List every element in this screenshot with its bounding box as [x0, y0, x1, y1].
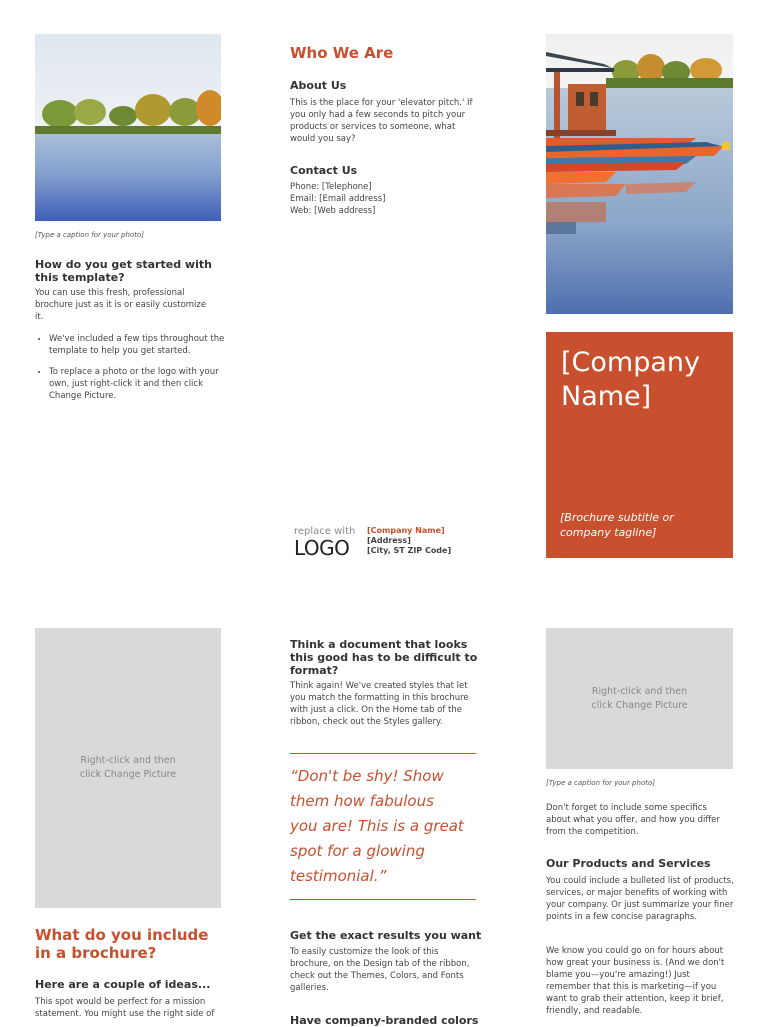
brochure-contents-title: What do you include in a brochure? [35, 926, 209, 962]
exact-results-heading: Get the exact results you want [290, 929, 482, 942]
getting-started-heading: How do you get started with this template? [35, 258, 212, 284]
company-address: [Address] [367, 536, 411, 545]
quote-bottom-rule [290, 899, 476, 900]
tips-list-item: • We've included a few tips throughout the template to help you get started. [49, 333, 229, 357]
lake-photo[interactable] [35, 34, 221, 221]
company-name-small: [Company Name] [367, 526, 445, 535]
company-name-title: [Company Name] [561, 347, 700, 412]
tips-list-item: • To replace a photo or the logo with your own, just right-click it and then click Change Picture. [49, 366, 229, 402]
contact-us-heading: Contact Us [290, 164, 358, 177]
products-heading: Our Products and Services [546, 857, 711, 870]
about-us-text: This is the place for your 'elevator pitch.' If you only had a few seconds to pitch your products or services to someone, what would you say? [290, 98, 473, 144]
quote-top-rule [290, 753, 476, 754]
picture-placeholder-right[interactable] [546, 628, 733, 769]
contact-web: Web: [Web address] [290, 206, 376, 216]
company-tagline: [Brochure subtitle or company tagline] [560, 511, 674, 539]
ideas-heading: Here are a couple of ideas... [35, 978, 211, 991]
boats-photo[interactable] [546, 34, 733, 314]
company-name-panel [546, 332, 733, 558]
branded-colors-heading: Have company-branded colors [290, 1014, 479, 1027]
company-address-block [367, 526, 451, 556]
placeholder-text: Right-click and then click Change Picture [591, 685, 688, 711]
picture-placeholder-left[interactable] [35, 628, 221, 908]
format-heading: Think a document that looks this good has to be difficult to format? [290, 638, 478, 677]
contact-lines [290, 181, 385, 217]
contact-email: Email: [Email address] [290, 194, 386, 204]
placeholder-text: Right-click and then click Change Picture [79, 755, 177, 780]
format-text: Think again! We've created styles that let you match the formatting in this brochure with just a click. On the Home tab of the ribbon, check out the Styles gallery. [290, 681, 469, 727]
contact-phone: Phone: [Telephone] [290, 182, 372, 192]
company-city: [City, ST ZIP Code] [367, 546, 452, 555]
photo-caption: [Type a caption for your photo] [35, 231, 144, 239]
logo-placeholder[interactable] [294, 526, 356, 560]
hours-text: We know you could go on for hours about how great your business is. (And we don't blame you—you're amazing!) Just remember that this is marketing—if you want to grab their attention, keep it brief, friendly, and readable. [546, 946, 725, 1016]
tips-list [35, 333, 229, 411]
logo-big-text: LOGO [294, 536, 350, 560]
ideas-text: This spot would be perfect for a mission statement. You might use the right side of [35, 997, 215, 1019]
specifics-text: Don't forget to include some specifics about what you offer, and how you differ from the competition. [546, 803, 720, 837]
exact-results-text: To easily customize the look of this brochure, on the Design tab of the ribbon, check out the Themes, Colors, and Fonts galleries. [290, 947, 470, 993]
getting-started-intro: You can use this fresh, professional brochure just as it is or easily customize it. [35, 288, 207, 322]
who-we-are-title: Who We Are [290, 44, 394, 62]
testimonial-quote: “Don't be shy! Show them how fabulous you are! This is a great spot for a glowing testimonial.” [290, 767, 464, 885]
products-text: You could include a bulleted list of products, services, or major benefits of working with your company. Or just summarize your finer points in a few concise paragraphs. [546, 876, 734, 922]
about-us-heading: About Us [290, 79, 347, 92]
photo-caption-right: [Type a caption for your photo] [546, 779, 655, 787]
logo-small-text: replace with [294, 526, 356, 537]
